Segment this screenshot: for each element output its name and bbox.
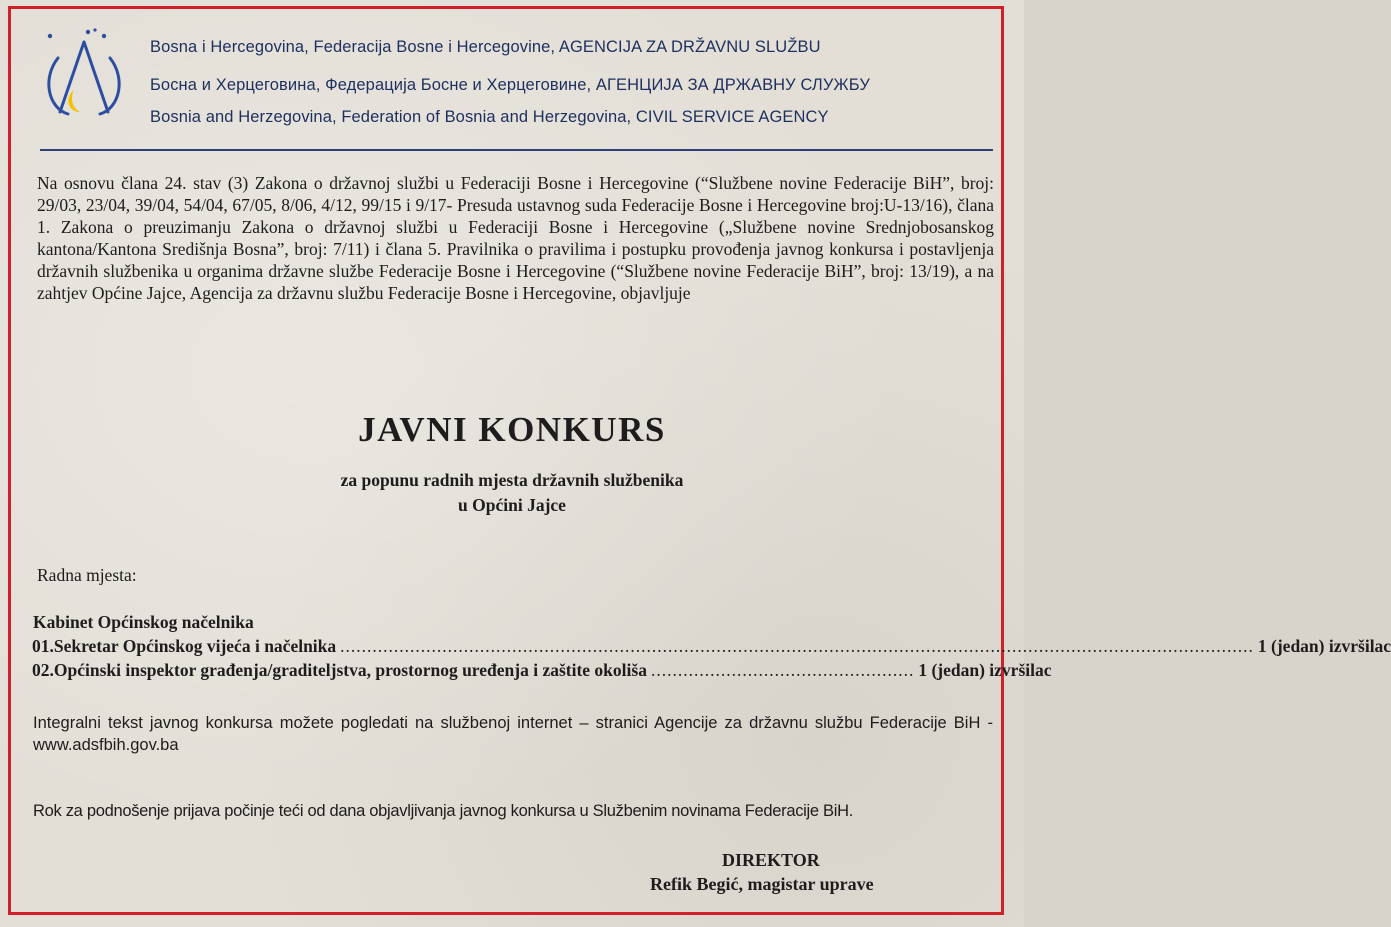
- notice-subtitle-line2: u Općini Jajce: [458, 495, 566, 515]
- agency-logo: [38, 28, 130, 120]
- position-title: Općinski inspektor građenja/graditeljstva, prostornog uređenja i zaštite okoliša: [53, 660, 647, 680]
- intro-paragraph: Na osnovu člana 24. stav (3) Zakona o državnoj službi u Federaciji Bosne i Hercegovine (“Službene novine Federacije BiH”, broj: 29/03, 23/04, 39/04, 54/04, 67/05, 8/06, 4/12, 99/15 i 9/17- Presuda ustavnog suda Federacije Bosne i Hercegovine broj:U-13/16), člana 1. Zakona o preuzimanju Zakona o državnoj službi u Federaciji Bosne i Hercegovine („Službene novine Srednjobosanskog kantona/Kantona Središnja Bosna”, broj: 7/11) i člana 5. Pravilnika o pravilima i postupku provođenja javnog konkursa i postavljenja državnih službenika u organima državne službe Federacije Bosne i Hercegovine (“Službene novine Federacije BiH”, broj: 13/19), a na zahtjev Općine Jajce, Agencija za državnu službu Federacije Bosne i Hercegovine, objavljuje: [37, 173, 994, 303]
- position-row: [32, 636, 1391, 658]
- position-number: 02.: [32, 660, 54, 680]
- notice-subtitle-line1: za popunu radnih mjesta državnih službenika: [340, 470, 684, 490]
- signature-role: DIREKTOR: [722, 850, 820, 870]
- announcement-frame: [8, 6, 1004, 915]
- position-count: 1 (jedan) izvršilac: [1257, 636, 1391, 656]
- position-title: Sekretar Općinskog vijeća i načelnika: [53, 636, 337, 656]
- header-line-cyrillic: Босна и Херцеговина, Федерација Босне и Херцеговине, АГЕНЦИЈА ЗА ДРЖАВНУ СЛУЖБУ: [150, 76, 870, 94]
- info-paragraph: Integralni tekst javnog konkursa možete pogledati na službenoj internet – stranici Agencije za državnu službu Federacije BiH - www.adsfbih.gov.ba: [33, 714, 993, 754]
- position-count: 1 (jedan) izvršilac: [918, 660, 1052, 680]
- header-divider: [40, 149, 993, 151]
- section-title: Kabinet Općinskog načelnika: [33, 612, 254, 632]
- position-number: 01.: [32, 636, 54, 656]
- deadline-paragraph: Rok za podnošenje prijava počinje teći od dana objavljivanja javnog konkursa u Službenim novinama Federacije BiH.: [33, 802, 854, 820]
- signature-name: Refik Begić, magistar uprave: [650, 874, 874, 894]
- position-row: [32, 660, 1052, 682]
- positions-label: Radna mjesta:: [37, 565, 137, 585]
- leader-dots: .................................................: [650, 660, 915, 680]
- notice-title: JAVNI KONKURS: [358, 410, 666, 449]
- header-line-english: Bosnia and Herzegovina, Federation of Bosnia and Herzegovina, CIVIL SERVICE AGENCY: [150, 108, 829, 126]
- leader-dots: ..........................................................................................................................................................................: [340, 636, 1254, 656]
- header-line-bosnian: Bosna i Hercegovina, Federacija Bosne i Hercegovine, AGENCIJA ZA DRŽAVNU SLUŽBU: [150, 38, 821, 56]
